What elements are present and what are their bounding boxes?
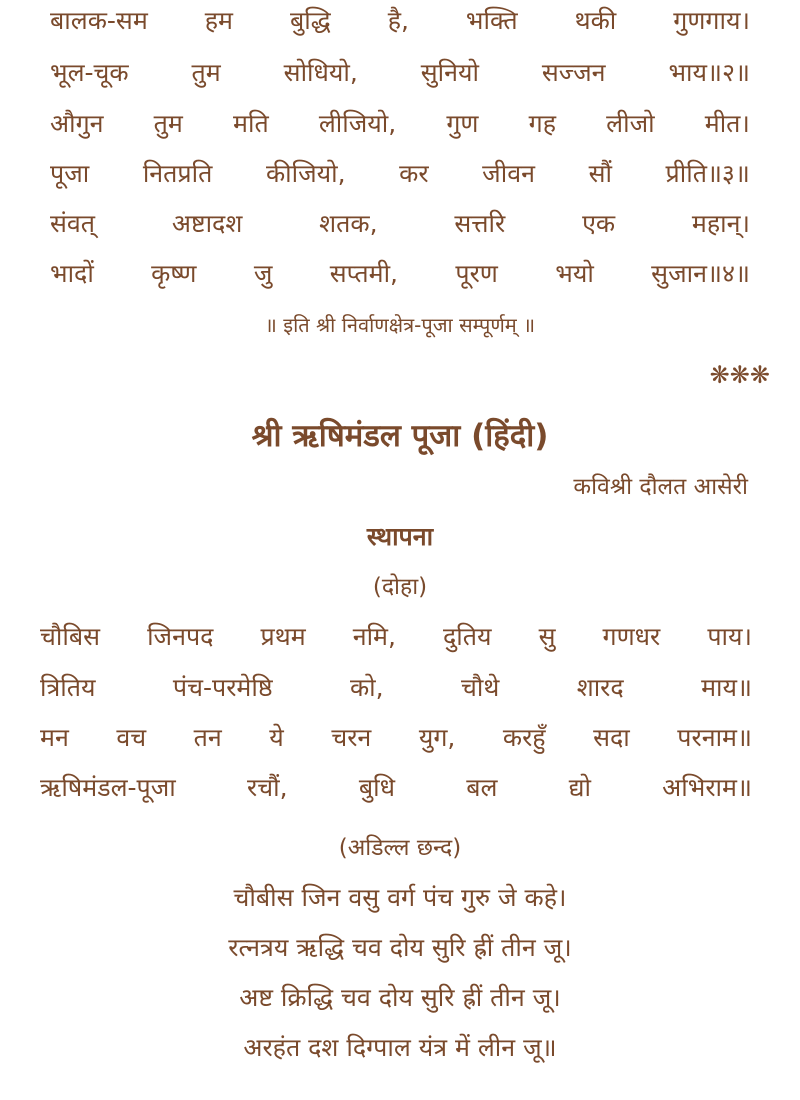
word: जीवन <box>482 159 535 188</box>
page-title: श्री ऋषिमंडल पूजा (हिंदी) <box>251 418 549 454</box>
word: बुधि <box>358 773 395 802</box>
word: एक <box>582 209 616 238</box>
word: बल <box>466 773 498 802</box>
word: सुनियो <box>420 58 479 87</box>
word: वच <box>116 723 147 752</box>
word: रचौं, <box>247 773 288 802</box>
word: पूरण <box>455 259 498 288</box>
word: सुजान॥४॥ <box>651 259 750 288</box>
word: लीजो <box>606 109 655 138</box>
doha-line-2 <box>40 671 752 705</box>
word: तन <box>193 723 222 752</box>
word: भादों <box>50 259 94 288</box>
word: परनाम॥ <box>677 723 752 752</box>
word: संवत् <box>50 209 96 238</box>
word: सु <box>538 622 556 651</box>
adilla-label: (अडिल्ल छन्द) <box>338 835 462 861</box>
word: तुम <box>153 109 183 138</box>
word: अभिराम॥ <box>662 773 752 802</box>
word: सज्जन <box>541 58 606 87</box>
word: प्रीति॥३॥ <box>665 159 750 188</box>
word: गुण <box>446 109 479 138</box>
word: माय॥ <box>701 673 752 702</box>
word: तुम <box>191 58 221 87</box>
word: भूल-चूक <box>50 58 129 87</box>
word: युग, <box>418 723 456 752</box>
word: भक्ति <box>465 6 518 35</box>
word: सत्तरि <box>454 209 506 238</box>
word: कृष्ण <box>151 259 197 288</box>
word: करहुँ <box>502 723 546 752</box>
word: जिनपद <box>147 622 214 651</box>
doha-line-4 <box>40 771 752 805</box>
word: शतक, <box>319 209 378 238</box>
word: सप्तमी, <box>329 259 399 288</box>
verse-line-3 <box>50 107 750 141</box>
word: औगुन <box>50 109 104 138</box>
word: सोधियो, <box>283 58 358 87</box>
word: महान्। <box>691 209 750 238</box>
word: ये <box>269 723 284 752</box>
doha-line-1 <box>40 620 752 654</box>
word: हम <box>204 6 233 35</box>
verse-line-6 <box>50 257 750 291</box>
adilla-line-1: चौबीस जिन वसु वर्ग पंच गुरु जे कहे। <box>233 883 567 912</box>
word: थकी <box>574 6 617 35</box>
word: मीत। <box>704 109 750 138</box>
word: मन <box>40 723 69 752</box>
word: है, <box>387 6 409 35</box>
word: को, <box>349 673 384 702</box>
verse-line-1 <box>50 4 750 38</box>
word: द्यो <box>568 773 591 802</box>
word: नमि, <box>352 622 396 651</box>
word: पंच-परमेष्ठि <box>172 673 273 702</box>
word: जु <box>253 259 273 288</box>
word: मति <box>233 109 269 138</box>
word: दुतिय <box>443 622 492 651</box>
word: भाय॥२॥ <box>668 58 750 87</box>
doha-line-3 <box>40 721 752 755</box>
word: पाय। <box>707 622 752 651</box>
word: प्रथम <box>260 622 306 651</box>
word: बालक-सम <box>50 6 148 35</box>
verse-line-5 <box>50 207 750 241</box>
separator-stars: ❋❋❋ <box>709 361 770 389</box>
doha-label: (दोहा) <box>372 574 428 600</box>
adilla-line-4: अरहंत दश दिग्पाल यंत्र में लीन जू॥ <box>243 1033 557 1062</box>
word: चौथे <box>460 673 500 702</box>
word: गणधर <box>602 622 661 651</box>
word: नितप्रति <box>142 159 213 188</box>
word: कर <box>399 159 429 188</box>
closing-line: ॥ इति श्री निर्वाणक्षेत्र-पूजा सम्पूर्णम् ॥ <box>264 313 536 337</box>
section-heading: स्थापना <box>366 522 434 551</box>
word: बुद्धि <box>289 6 331 35</box>
adilla-line-3: अष्ट क्रिद्धि चव दोय सुरि ह्रीं तीन जू। <box>239 983 561 1012</box>
word: सौं <box>588 159 612 188</box>
word: गुणगाय। <box>673 6 750 35</box>
verse-line-2 <box>50 56 750 90</box>
word: चौबिस <box>40 622 101 651</box>
word: त्रितिय <box>40 673 96 702</box>
word: ऋषिमंडल-पूजा <box>40 773 176 802</box>
word: भयो <box>555 259 594 288</box>
word: शारद <box>576 673 624 702</box>
word: चरन <box>331 723 372 752</box>
author-line: कविश्री दौलत आसेरी <box>573 474 748 500</box>
verse-line-4 <box>50 157 750 191</box>
adilla-line-2: रत्नत्रय ऋद्धि चव दोय सुरि ह्रीं तीन जू। <box>228 933 572 962</box>
word: अष्टादश <box>171 209 243 238</box>
word: पूजा <box>50 159 90 188</box>
word: लीजियो, <box>318 109 397 138</box>
word: सदा <box>593 723 630 752</box>
word: गह <box>528 109 557 138</box>
word: कीजियो, <box>265 159 346 188</box>
